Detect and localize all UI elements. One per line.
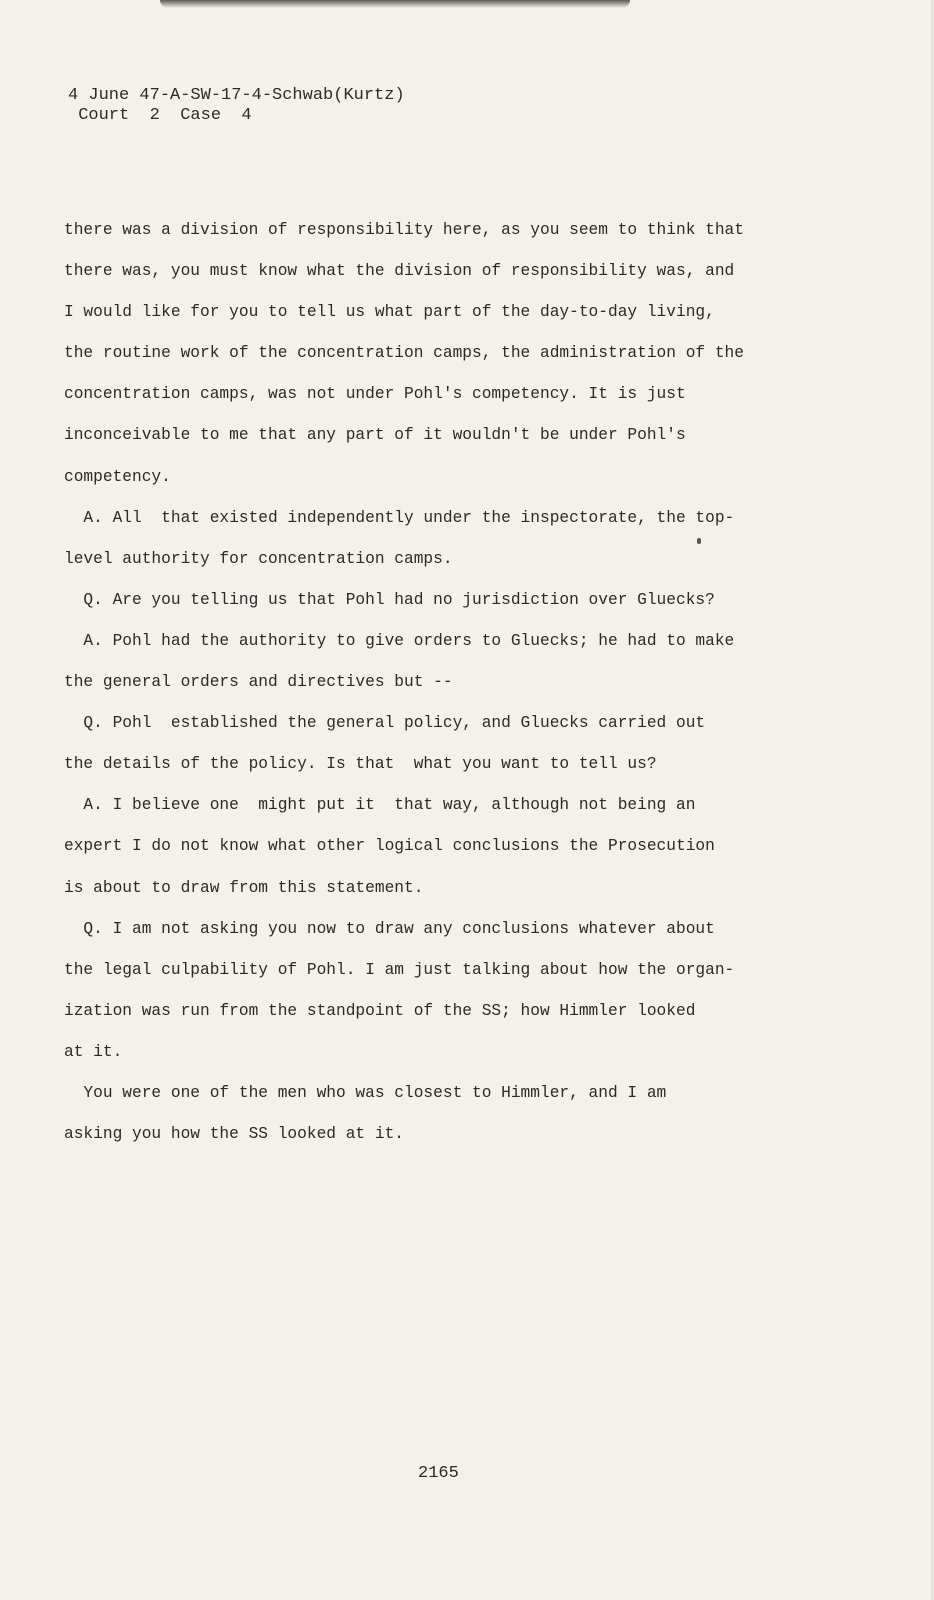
text-line: inconceivable to me that any part of it wouldn't be under Pohl's (64, 426, 686, 445)
text-line: A. I believe one might put it that way, although not being an (64, 796, 696, 815)
text-line: the general orders and directives but -- (64, 673, 453, 692)
text-line: ization was run from the standpoint of the SS; how Himmler looked (64, 1001, 696, 1020)
document-header (68, 86, 405, 126)
text-line: there was a division of responsibility here, as you seem to think that (64, 221, 744, 239)
text-line: the details of the policy. Is that what you want to tell us? (64, 755, 657, 774)
text-line: level authority for concentration camps. (64, 549, 453, 568)
text-line: competency. (64, 467, 171, 486)
page-number: 2165 (418, 1464, 459, 1483)
text-line: asking you how the SS looked at it. (64, 1125, 404, 1144)
scan-edge-shadow (160, 0, 630, 8)
text-line: concentration camps, was not under Pohl's competency. It is just (64, 385, 686, 404)
text-line: is about to draw from this statement. (64, 878, 424, 897)
header-reference-line: 4 June 47-A-SW-17-4-Schwab(Kurtz) (68, 86, 405, 105)
text-line: there was, you must know what the division of responsibility was, and (64, 262, 735, 281)
text-line: at it. (64, 1042, 123, 1061)
text-line: expert I do not know what other logical conclusions the Prosecution (64, 837, 715, 856)
text-line: the routine work of the concentration camps, the administration of the (64, 344, 744, 363)
text-line: A. Pohl had the authority to give orders to Gluecks; he had to make (64, 631, 735, 650)
text-line: Q. Pohl established the general policy, and Gluecks carried out (64, 714, 706, 733)
text-line: Q. Are you telling us that Pohl had no jurisdiction over Gluecks? (64, 590, 715, 609)
text-line: Q. I am not asking you now to draw any conclusions whatever about (64, 919, 715, 938)
text-line: I would like for you to tell us what part of the day-to-day living, (64, 303, 715, 322)
header-court-case-line: Court 2 Case 4 (68, 106, 252, 125)
text-line: You were one of the men who was closest to Himmler, and I am (64, 1083, 667, 1102)
text-line: the legal culpability of Pohl. I am just talking about how the organ- (64, 960, 735, 979)
text-line: A. All that existed independently under the inspectorate, the top- (64, 508, 735, 527)
transcript-body (64, 210, 794, 1155)
